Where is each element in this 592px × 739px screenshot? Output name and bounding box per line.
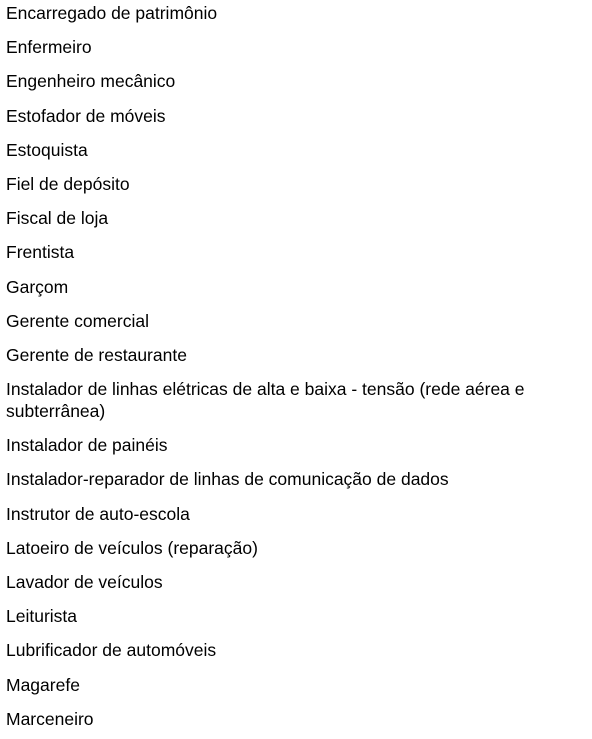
list-item: Instrutor de auto-escola: [6, 503, 190, 524]
list-item: Lavador de veículos: [6, 572, 163, 592]
list-item: Magarefe: [6, 674, 80, 695]
list-item: Lubrificador de automóveis: [6, 640, 217, 661]
list-item: Estofador de móveis: [6, 105, 166, 126]
list-item: Instalador-reparador de linhas de comunicação de dados: [6, 469, 449, 490]
occupation-list: [0, 2, 592, 730]
list-item: Fiscal de loja: [6, 208, 109, 229]
list-item: Instalador de linhas elétricas de alta e baixa - tensão (rede aérea e subterrânea): [6, 379, 525, 422]
list-item: Encarregado de patrimônio: [6, 3, 218, 23]
list-item: Engenheiro mecânico: [6, 71, 176, 92]
list-item: Leiturista: [6, 606, 78, 627]
list-item: Gerente de restaurante: [6, 344, 187, 365]
list-item: Garçom: [6, 276, 69, 297]
list-item: Instalador de painéis: [6, 435, 168, 456]
list-item: Gerente comercial: [6, 310, 149, 331]
list-item: Estoquista: [6, 139, 88, 160]
list-item: Marceneiro: [6, 708, 94, 729]
list-item: Latoeiro de veículos (reparação): [6, 537, 258, 558]
list-item: Fiel de depósito: [6, 173, 130, 194]
list-item: Frentista: [6, 242, 75, 263]
list-item: Enfermeiro: [6, 37, 92, 58]
